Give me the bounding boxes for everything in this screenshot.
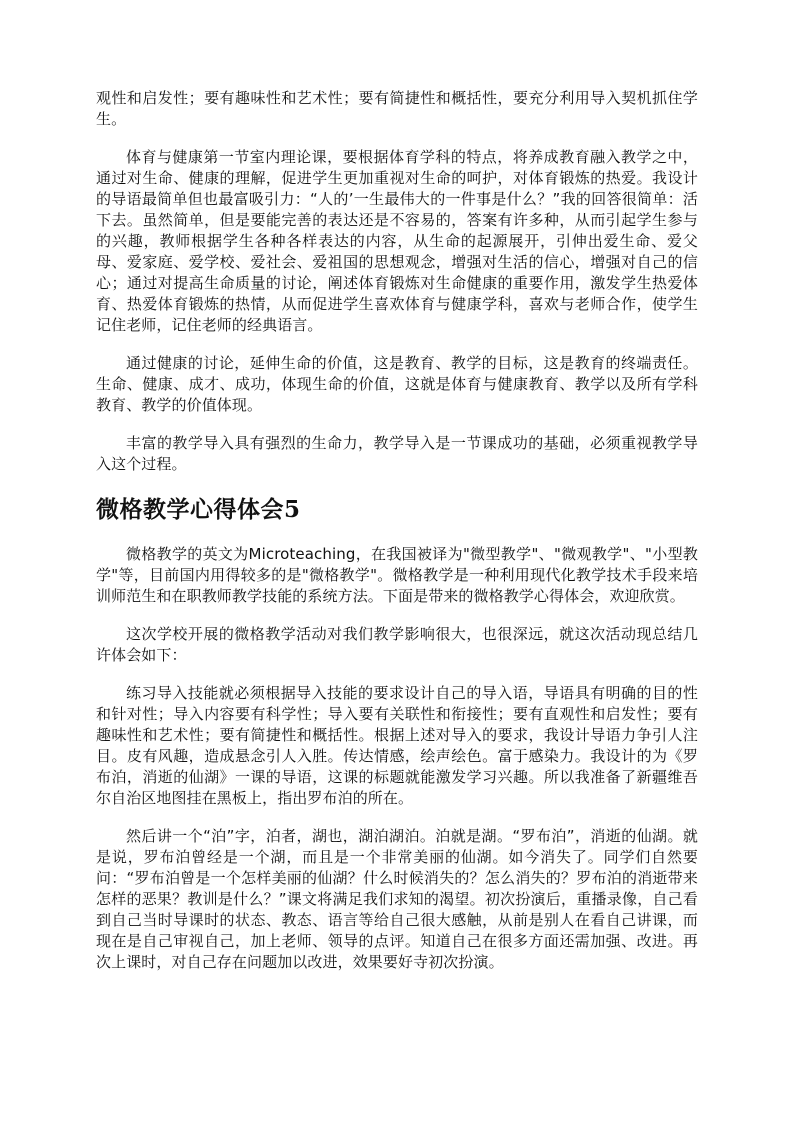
paragraph: 然后讲一个“泊”字，泊者，湖也，湖泊湖泊。泊就是湖。“罗布泊”，消逝的仙湖。就是说，罗布泊曾经是一个湖，而且是一个非常美丽的仙湖。如今消失了。同学们自然要问：“罗布泊曾是一个怎样美丽的仙湖？什么时候消失的？怎么消失的？罗布泊的消逝带来怎样的恶果？教训是什么？”课文将满足我们求知的渴望。初次扮演后，重播录像，自己看到自己当时导课时的状态、教态、语言等给自己很大感触，从前是别人在看自己讲课，而现在是自己审视自己，加上老师、领导的点评。知道自己在很多方面还需加强、改进。再次上课时，对自己存在问题加以改进，效果要好寺初次扮演。 (96, 827, 698, 971)
paragraph: 练习导入技能就必须根据导入技能的要求设计自己的导入语，导语具有明确的目的性和针对性；导入内容要有科学性；导入要有关联性和衔接性；要有直观性和启发性；要有趣味性和艺术性；要有简捷性和概括性。根据上述对导入的要求，我设计导语力争引人注目。皮有风趣，造成悬念引人入胜。传达情感，绘声绘色。富于感染力。我设计的为《罗布泊，消逝的仙湖》一课的导语，这课的标题就能激发学习兴趣。所以我准备了新疆维吾尔自治区地图挂在黑板上，指出罗布泊的所在。 (96, 684, 698, 807)
paragraph: 通过健康的讨论，延伸生命的价值，这是教育、教学的目标，这是教育的终端责任。生命、健康、成才、成功，体现生命的价值，这就是体育与健康教育、教学以及所有学科教育、教学的价值体现。 (96, 354, 698, 414)
paragraph-continued: 观性和启发性；要有趣味性和艺术性；要有简捷性和概括性，要充分利用导入契机抓住学生。 (96, 89, 698, 128)
paragraph: 丰富的教学导入具有强烈的生命力，教学导入是一节课成功的基础，必须重视教学导入这个过程。 (96, 434, 698, 473)
section-heading: 微格教学心得体会5 (96, 496, 301, 523)
document-page (96, 88, 698, 990)
paragraph: 微格教学的英文为Microteaching，在我国被译为"微型教学"、"微观教学"、"小型教学"等，目前国内用得较多的是"微格教学"。微格教学是一种利用现代化教学技术手段来培训师范生和在职教师教学技能的系统方法。下面是带来的微格教学心得体会，欢迎欣赏。 (96, 545, 698, 605)
paragraph: 体育与健康第一节室内理论课，要根据体育学科的特点，将养成教育融入教学之中，通过对生命、健康的理解，促进学生更加重视对生命的呵护，对体育锻炼的热爱。我设计的导语最简单但也最富吸引力：“人的’一生最伟大的一件事是什么？”我的回答很简单：活下去。虽然简单，但是要能完善的表达还是不容易的，答案有许多种，从而引起学生参与的兴趣，教师根据学生各种各样表达的内容，从生命的起源展开，引伸出爱生命、爱父母、爱家庭、爱学校、爱社会、爱祖国的思想观念，增强对生活的信心，增强对自己的信心；通过对提高生命质量的讨论，阐述体育锻炼对生命健康的重要作用，激发学生热爱体育、热爱体育锻炼的热情，从而促进学生喜欢体育与健康学科，喜欢与老师合作，使学生记住老师，记住老师的经典语言。 (96, 148, 698, 334)
paragraph: 这次学校开展的微格教学活动对我们教学影响很大，也很深远，就这次活动现总结几许体会如下： (96, 625, 698, 664)
